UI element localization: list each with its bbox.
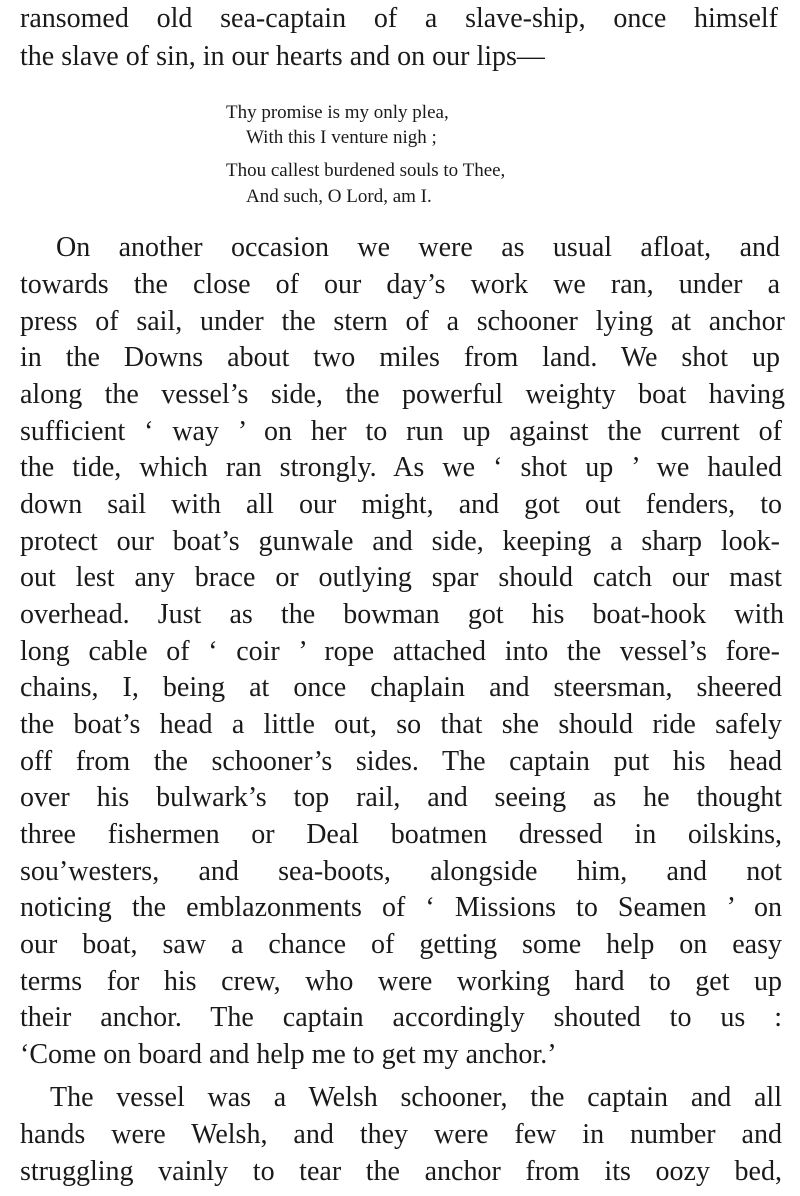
verse-line: With this I venture nigh ; [246, 127, 437, 148]
text-line: towards the close of our day’s work we ran, under a [20, 269, 780, 300]
text-line: the slave of sin, in our hearts and on our lips— [20, 41, 545, 72]
text-line: ‘Come on board and help me to get my anchor.’ [20, 1039, 557, 1070]
text-line: along the vessel’s side, the powerful weighty boat having [20, 379, 785, 410]
text-line: over his bulwark’s top rail, and seeing as he thought [20, 782, 782, 813]
text-line: three fishermen or Deal boatmen dressed in oilskins, [20, 819, 782, 850]
text-line: down sail with all our might, and got out fenders, to [20, 489, 782, 520]
text-line: their anchor. The captain accordingly shouted to us : [20, 1002, 782, 1033]
text-line: off from the schooner’s sides. The captain put his head [20, 746, 782, 777]
text-line: The vessel was a Welsh schooner, the captain and all [50, 1082, 782, 1113]
verse-line: And such, O Lord, am I. [246, 186, 432, 207]
text-line: hands were Welsh, and they were few in number and [20, 1119, 782, 1150]
text-line: press of sail, under the stern of a schooner lying at anchor [20, 306, 785, 337]
verse-line: Thou callest burdened souls to Thee, [226, 160, 506, 181]
text-line: terms for his crew, who were working hard to get up [20, 966, 782, 997]
text-line: protect our boat’s gunwale and side, keeping a sharp look- [20, 526, 780, 557]
text-line: the tide, which ran strongly. As we ‘ shot up ’ we hauled [20, 452, 782, 483]
text-line: our boat, saw a chance of getting some help on easy [20, 929, 782, 960]
text-line: overhead. Just as the bowman got his boat-hook with [20, 599, 784, 630]
text-line: ransomed old sea-captain of a slave-ship, once himself [20, 3, 778, 34]
text-line: in the Downs about two miles from land. We shot up [20, 342, 780, 373]
text-line: struggling vainly to tear the anchor from its oozy bed, [20, 1156, 782, 1187]
text-line: out lest any brace or outlying spar should catch our mast [20, 562, 782, 593]
text-line: chains, I, being at once chaplain and steersman, sheered [20, 672, 782, 703]
text-line: sufficient ‘ way ’ on her to run up against the current of [20, 416, 782, 447]
text-line: On another occasion we were as usual afloat, and [56, 232, 780, 263]
text-line: the boat’s head a little out, so that she should ride safely [20, 709, 782, 740]
text-line: long cable of ‘ coir ’ rope attached into the vessel’s fore- [20, 636, 780, 667]
text-line: sou’westers, and sea-boots, alongside him, and not [20, 856, 782, 887]
text-line: noticing the emblazonments of ‘ Missions to Seamen ’ on [20, 892, 782, 923]
verse-line: Thy promise is my only plea, [226, 102, 449, 123]
